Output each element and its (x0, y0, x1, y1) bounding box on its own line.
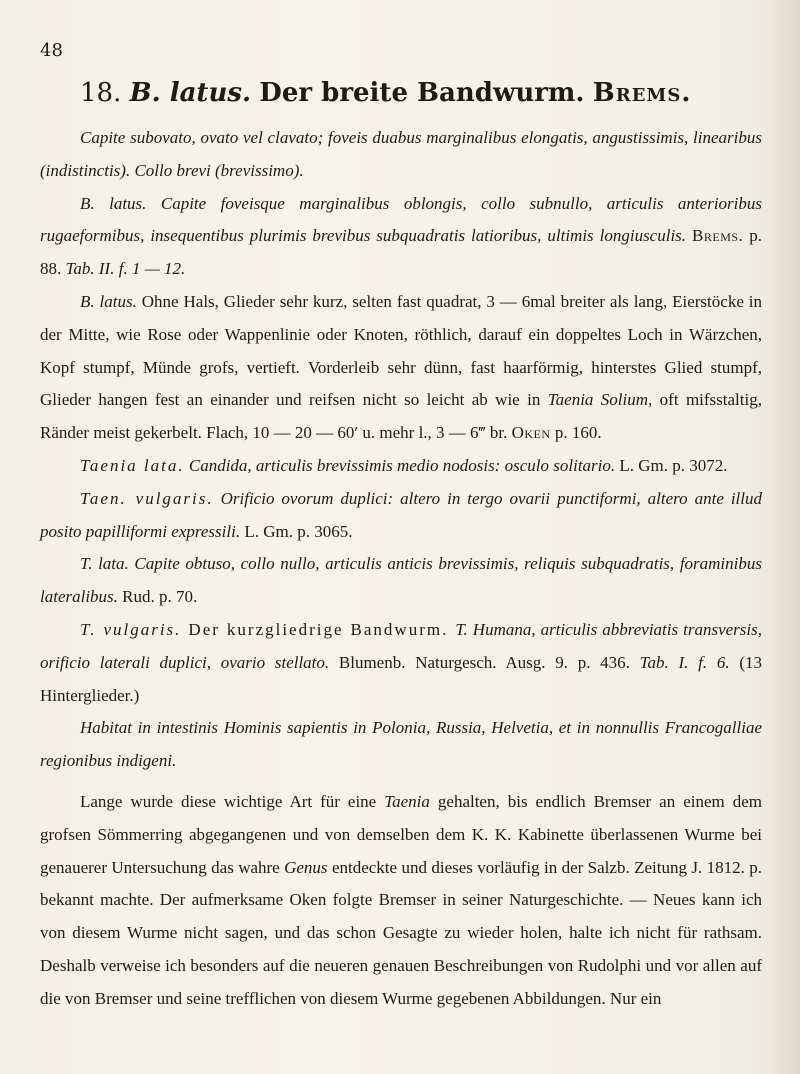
text-run: T. vulgaris. (80, 619, 182, 639)
text-run: Taenia (384, 791, 430, 811)
page-edge-shadow (770, 0, 800, 1074)
text-run: Der kurzgliedrige Bandwurm. (181, 619, 456, 639)
text-run: Brems. (692, 226, 744, 246)
text-run: Oken (511, 423, 551, 443)
text-run: Tab. I. f. 6. (639, 652, 730, 672)
text-run: Habitat in intestinis Hominis sapientis in Polonia, Russia, Helvetia, et in nonnullis Francogalliae regionibus indigeni. (40, 718, 762, 771)
text-run: T. Humana, articulis abbreviatis transversis, orificio laterali duplici, ovario stellato. (40, 619, 762, 672)
text-run: Blumenb. Naturgesch. Ausg. 9. p. 436. (329, 652, 640, 672)
paragraph-p9 (40, 786, 762, 1016)
text-run: entdeckte und dieses vorläufig in der Salzb. Zeitung J. 1812. p. bekannt machte. Der aufmerksame Oken folgte Bremser in seiner Naturgeschichte. — Neues kann ich von diesem Wurme nicht sagen, und das schon Gesagte zu wieder holen, halte ich nicht für rathsam. Deshalb verweise ich besonders auf die neueren genauen Beschreibungen von Rudolphi und vor allen auf die von Bremser und seine trefflichen von diesem Wurme gegebenen Abbildungen. Nur ein (40, 857, 762, 1008)
text-run: Tab. II. f. 1 — 12. (65, 259, 186, 279)
species-author: Brems. (592, 78, 692, 108)
text-run: Lange wurde diese wichtige Art für eine (80, 791, 385, 811)
text-run: (13 Hinterglieder.) (40, 652, 762, 705)
paragraph-p3 (40, 286, 762, 450)
paragraph-p4 (40, 450, 762, 483)
text-run: T. lata. Capite obtuso, collo nullo, articulis anticis brevissimis, reliquis subquadratis, foraminibus lateralibus. (40, 554, 762, 607)
text-run: p. 160. (550, 423, 602, 443)
text-run: Taenia Solium (547, 390, 649, 410)
text-run: Genus (284, 857, 328, 877)
text-run: B. latus. Capite foveisque marginalibus oblongis, collo subnullo, articulis anterioribus rugaeformibus, insequentibus plurimis brevibus subquadratis latioribus, ultimis longiusculis. (40, 193, 762, 246)
paragraph-p6 (40, 548, 762, 614)
text-run: Candida, articulis brevissimis medio nodosis: osculo solitario. (184, 455, 616, 475)
text-run: , oft mifsstaltig, Ränder meist gekerbelt. Flach, 10 — 20 — 60′ u. mehr l., 3 — 6‴ br. (40, 390, 762, 443)
paragraph-p8 (40, 712, 762, 778)
body-text (40, 122, 762, 1016)
paragraph-p5 (40, 483, 762, 549)
page-number: 48 (40, 40, 63, 61)
species-german-name: Der breite Bandwurm. (259, 78, 585, 108)
text-run: Capite subovato, ovato vel clavato; foveis duabus marginalibus elongatis, angustissimis, linearibus (indistinctis). Collo brevi (brevissimo). (40, 128, 762, 180)
text-run: L. Gm. p. 3072. (615, 455, 728, 475)
text-run: L. Gm. p. 3065. (240, 521, 353, 541)
text-run: Taen. vulgaris. (80, 488, 214, 508)
text-run: Orificio ovorum duplici: altero in tergo ovarii punctiformi, altero ante illud posito papilliformi expressili. (40, 488, 762, 541)
species-latin-name: B. latus. (129, 78, 252, 108)
section-number: 18. (80, 78, 122, 108)
text-run: Taenia lata. (80, 455, 185, 475)
text-run: B. latus. (80, 291, 137, 311)
paragraph-p2 (40, 188, 762, 286)
paragraph-p7 (40, 614, 762, 712)
text-run: p. 88. (40, 226, 763, 279)
text-run: gehalten, bis endlich Bremser an einem dem grofsen Sömmerring abgegangenen und von demselben dem K. K. Kabinette überlassenen Wurme bei genauerer Untersuchung das wahre (40, 791, 762, 877)
text-run: Ohne Hals, Glieder sehr kurz, selten fast quadrat, 3 — 6mal breiter als lang, Eierstöcke in der Mitte, wie Rose oder Wappenlinie oder Knoten, röthlich, darauf ein doppeltes Loch in Wärzchen, Kopf stumpf, Münde grofs, vertieft. Vorderleib sehr dünn, fast haarförmig, hinterstes Glied stumpf, Glieder hangen fest an einander und reifsen nicht so leicht ab wie in (40, 291, 762, 410)
paragraph-p1 (40, 122, 762, 188)
section-heading (80, 78, 760, 108)
text-run: Rud. p. 70. (117, 587, 198, 607)
